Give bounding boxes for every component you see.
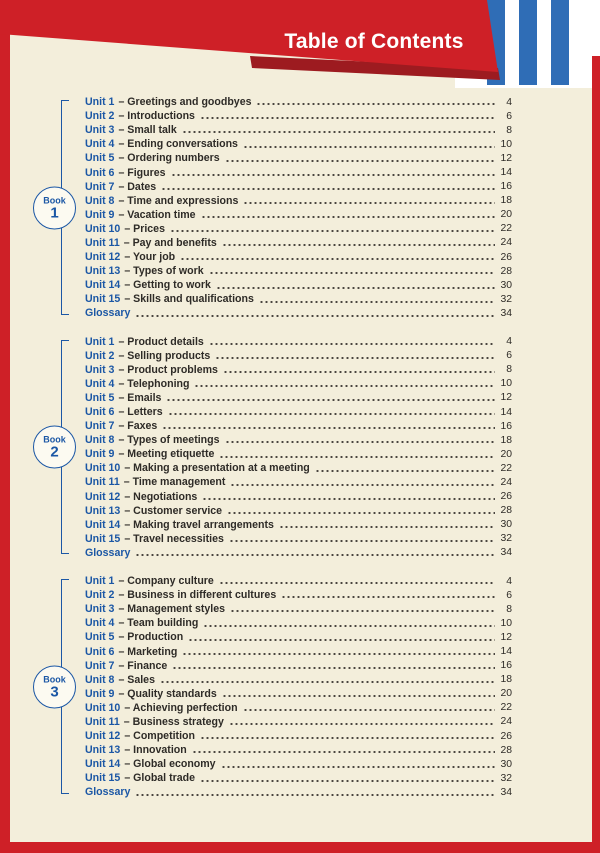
page-number: 20 [500,448,512,460]
unit-label: Unit 11 [85,476,120,489]
page-number: 28 [500,505,512,517]
entry-title: – Time management [123,476,226,489]
book-badge [33,426,76,469]
dot-leader [219,447,495,461]
toc-row [85,701,512,715]
dot-leader [182,644,495,658]
dot-leader [225,433,496,447]
book-section [0,574,600,800]
toc-row [85,278,512,292]
dot-leader [172,659,495,673]
page-number: 10 [500,617,512,629]
toc-row [85,743,512,757]
toc-row [85,616,512,630]
toc-books [0,95,600,800]
page-number: 30 [500,279,512,291]
unit-label: Unit 8 [85,194,115,207]
entry-title: – Faxes [118,420,158,433]
dot-leader [219,574,495,588]
entry-title: – Innovation [124,744,187,757]
dot-leader [243,701,495,715]
page-number: 32 [500,772,512,784]
unit-label: Unit 10 [85,701,121,714]
page-number: 26 [500,730,512,742]
dot-leader [188,630,495,644]
unit-label: Unit 15 [85,293,121,306]
dot-leader [230,475,495,489]
entry-title: – Finance [118,659,168,672]
book-section [0,335,600,561]
page-number: 28 [500,744,512,756]
page-number: 6 [506,589,512,601]
book-badge-number: 1 [50,204,59,222]
toc-row [85,335,512,349]
page-number: 18 [500,434,512,446]
entry-title: – Prices [124,222,165,235]
dot-leader [223,363,495,377]
toc-row [85,194,512,208]
dot-leader [230,602,495,616]
dot-leader [200,771,495,785]
toc-row [85,588,512,602]
entry-title: – Global trade [124,772,195,785]
toc-row [85,574,512,588]
book-badge [33,665,76,708]
unit-label: Unit 6 [85,166,115,179]
toc-row [85,377,512,391]
toc-row [85,673,512,687]
entry-title: – Company culture [118,575,214,588]
entry-title: – Customer service [124,504,223,517]
unit-label: Glossary [85,786,131,799]
page-number: 24 [500,716,512,728]
toc-row [85,137,512,151]
page-number: 32 [500,293,512,305]
entry-title: – Making a presentation at a meeting [124,462,310,475]
book-badge-label: Book [43,195,66,206]
unit-label: Unit 14 [85,279,121,292]
dot-leader [202,490,495,504]
page-number: 30 [500,519,512,531]
dot-leader [225,151,495,165]
page-number: 8 [506,364,512,376]
toc-row [85,292,512,306]
page-number: 16 [500,181,512,193]
dot-leader [256,95,495,109]
toc-row [85,222,512,236]
page-number: 6 [506,110,512,122]
toc-row [85,151,512,165]
unit-label: Unit 5 [85,152,115,165]
page-number: 22 [500,702,512,714]
toc-row [85,419,512,433]
unit-label: Unit 1 [85,96,115,109]
entry-title: – Vacation time [118,208,196,221]
dot-leader [168,405,495,419]
unit-label: Unit 8 [85,434,115,447]
page-edge-left [0,0,10,853]
dot-leader [135,785,495,799]
toc-row [85,264,512,278]
unit-label: Unit 12 [85,251,121,264]
unit-label: Unit 11 [85,715,120,728]
unit-label: Unit 5 [85,631,115,644]
dot-leader [315,461,495,475]
page-number: 28 [500,265,512,277]
page-number: 14 [500,406,512,418]
page-number: 18 [500,674,512,686]
toc-row [85,504,512,518]
unit-label: Unit 1 [85,575,115,588]
page-number: 20 [500,209,512,221]
entry-title: – Introductions [118,110,195,123]
dot-leader [215,349,495,363]
unit-label: Unit 6 [85,645,115,658]
book-badge-number: 2 [50,443,59,461]
page-number: 24 [500,476,512,488]
toc-row [85,236,512,250]
dot-leader [279,518,495,532]
book-badge-number: 3 [50,683,59,701]
dot-leader [259,292,495,306]
toc-row [85,518,512,532]
dot-leader [203,616,495,630]
book-badge-label: Book [43,674,66,685]
toc-row [85,109,512,123]
entry-title: – Negotiations [124,490,198,503]
unit-label: Unit 6 [85,406,115,419]
page-number: 24 [500,237,512,249]
unit-label: Glossary [85,546,131,559]
entry-title: – Getting to work [124,279,211,292]
book-badge [33,186,76,229]
toc-row [85,165,512,179]
dot-leader [160,673,495,687]
book-section [0,95,600,321]
dot-leader [194,377,495,391]
toc-row [85,630,512,644]
unit-label: Unit 7 [85,180,115,193]
unit-label: Unit 9 [85,448,115,461]
toc-row [85,785,512,799]
toc-row [85,644,512,658]
dot-leader [180,250,495,264]
toc-row [85,546,512,560]
toc-row [85,659,512,673]
toc-row [85,208,512,222]
entry-title: – Greetings and goodbyes [118,96,252,109]
unit-label: Unit 15 [85,772,121,785]
entry-title: – Quality standards [118,687,217,700]
entry-title: – Team building [118,617,199,630]
toc-row [85,602,512,616]
toc-row [85,363,512,377]
dot-leader [171,165,495,179]
dot-leader [166,391,495,405]
page-number: 26 [500,251,512,263]
toc-row [85,391,512,405]
dot-leader [161,180,495,194]
dot-leader [227,504,495,518]
unit-label: Unit 9 [85,687,115,700]
page-number: 12 [500,392,512,404]
page-number: 8 [506,603,512,615]
blue-stripe [551,0,569,85]
unit-label: Unit 14 [85,758,121,771]
toc-row [85,447,512,461]
page-number: 14 [500,646,512,658]
dot-leader [182,123,495,137]
dot-leader [243,137,495,151]
page-number: 10 [500,378,512,390]
unit-label: Unit 3 [85,603,115,616]
unit-label: Unit 2 [85,349,115,362]
entry-title: – Ending conversations [118,138,238,151]
toc-row [85,306,512,320]
page-number: 8 [506,124,512,136]
toc-row [85,123,512,137]
dot-leader [229,532,495,546]
unit-label: Unit 1 [85,335,115,348]
entry-title: – Pay and benefits [123,236,217,249]
entry-title: – Marketing [118,645,178,658]
dot-leader [200,109,495,123]
toc-rows [85,335,512,561]
toc-row [85,180,512,194]
blue-stripe [519,0,537,85]
unit-label: Unit 4 [85,617,115,630]
entry-title: – Your job [124,251,176,264]
unit-label: Unit 10 [85,222,121,235]
entry-title: – Travel necessities [124,532,224,545]
toc-row [85,729,512,743]
unit-label: Unit 14 [85,518,121,531]
entry-title: – Meeting etiquette [118,448,215,461]
unit-label: Unit 9 [85,208,115,221]
entry-title: – Management styles [118,603,226,616]
unit-label: Unit 12 [85,730,121,743]
toc-rows [85,95,512,321]
unit-label: Unit 4 [85,138,115,151]
entry-title: – Figures [118,166,166,179]
page-number: 16 [500,660,512,672]
entry-title: – Letters [118,406,163,419]
unit-label: Unit 2 [85,589,115,602]
dot-leader [209,264,495,278]
unit-label: Unit 8 [85,673,115,686]
unit-label: Unit 5 [85,391,115,404]
entry-title: – Product problems [118,363,218,376]
page-number: 12 [500,152,512,164]
unit-label: Unit 13 [85,744,121,757]
page-number: 12 [500,631,512,643]
entry-title: – Small talk [118,124,177,137]
dot-leader [135,546,495,560]
entry-title: – Time and expressions [118,194,239,207]
entry-title: – Telephoning [118,377,190,390]
toc-row [85,715,512,729]
page-number: 30 [500,758,512,770]
unit-label: Unit 3 [85,124,115,137]
page-number: 34 [500,307,512,319]
unit-label: Unit 13 [85,265,121,278]
dot-leader [201,208,495,222]
entry-title: – Types of work [124,265,204,278]
dot-leader [229,715,495,729]
page-edge-bottom [0,842,600,853]
toc-row [85,250,512,264]
entry-title: – Sales [118,673,155,686]
dot-leader [281,588,495,602]
entry-title: – Types of meetings [118,434,220,447]
unit-label: Unit 10 [85,462,121,475]
entry-title: – Emails [118,391,162,404]
page-number: 20 [500,688,512,700]
book-badge-label: Book [43,434,66,445]
page-number: 34 [500,547,512,559]
entry-title: – Skills and qualifications [124,293,254,306]
dot-leader [135,306,495,320]
entry-title: – Product details [118,335,204,348]
toc-row [85,757,512,771]
page-number: 18 [500,195,512,207]
entry-title: – Making travel arrangements [124,518,274,531]
toc-row [85,475,512,489]
unit-label: Unit 3 [85,363,115,376]
dot-leader [221,757,495,771]
dot-leader [162,419,495,433]
toc-row [85,490,512,504]
toc-row [85,433,512,447]
toc-row [85,532,512,546]
unit-label: Unit 7 [85,659,115,672]
entry-title: – Production [118,631,184,644]
unit-label: Unit 15 [85,532,121,545]
unit-label: Unit 13 [85,504,121,517]
toc-row [85,771,512,785]
page-number: 22 [500,223,512,235]
dot-leader [216,278,495,292]
toc-row [85,405,512,419]
toc-row [85,687,512,701]
page-number: 4 [506,575,512,587]
dot-leader [209,335,495,349]
page-number: 26 [500,491,512,503]
page-number: 22 [500,462,512,474]
page-edge-right [592,56,600,853]
page-number: 6 [506,350,512,362]
unit-label: Unit 12 [85,490,121,503]
entry-title: – Business in different cultures [118,589,277,602]
page-number: 32 [500,533,512,545]
toc-rows [85,574,512,800]
page-number: 4 [506,96,512,108]
toc-row [85,461,512,475]
toc-row [85,349,512,363]
entry-title: – Dates [118,180,157,193]
dot-leader [170,222,495,236]
dot-leader [222,236,495,250]
dot-leader [200,729,495,743]
entry-title: – Ordering numbers [118,152,220,165]
entry-title: – Selling products [118,349,211,362]
page-title: Table of Contents [284,30,464,53]
page-number: 14 [500,167,512,179]
dot-leader [222,687,495,701]
page-number: 4 [506,336,512,348]
unit-label: Unit 11 [85,236,120,249]
unit-label: Unit 7 [85,420,115,433]
dot-leader [243,194,495,208]
unit-label: Glossary [85,307,131,320]
unit-label: Unit 4 [85,377,115,390]
entry-title: – Global economy [124,758,216,771]
dot-leader [192,743,495,757]
page-number: 16 [500,420,512,432]
page-number: 34 [500,786,512,798]
unit-label: Unit 2 [85,110,115,123]
entry-title: – Achieving perfection [124,701,238,714]
toc [0,95,600,814]
entry-title: – Competition [124,730,195,743]
entry-title: – Business strategy [123,715,224,728]
page-number: 10 [500,138,512,150]
toc-row [85,95,512,109]
